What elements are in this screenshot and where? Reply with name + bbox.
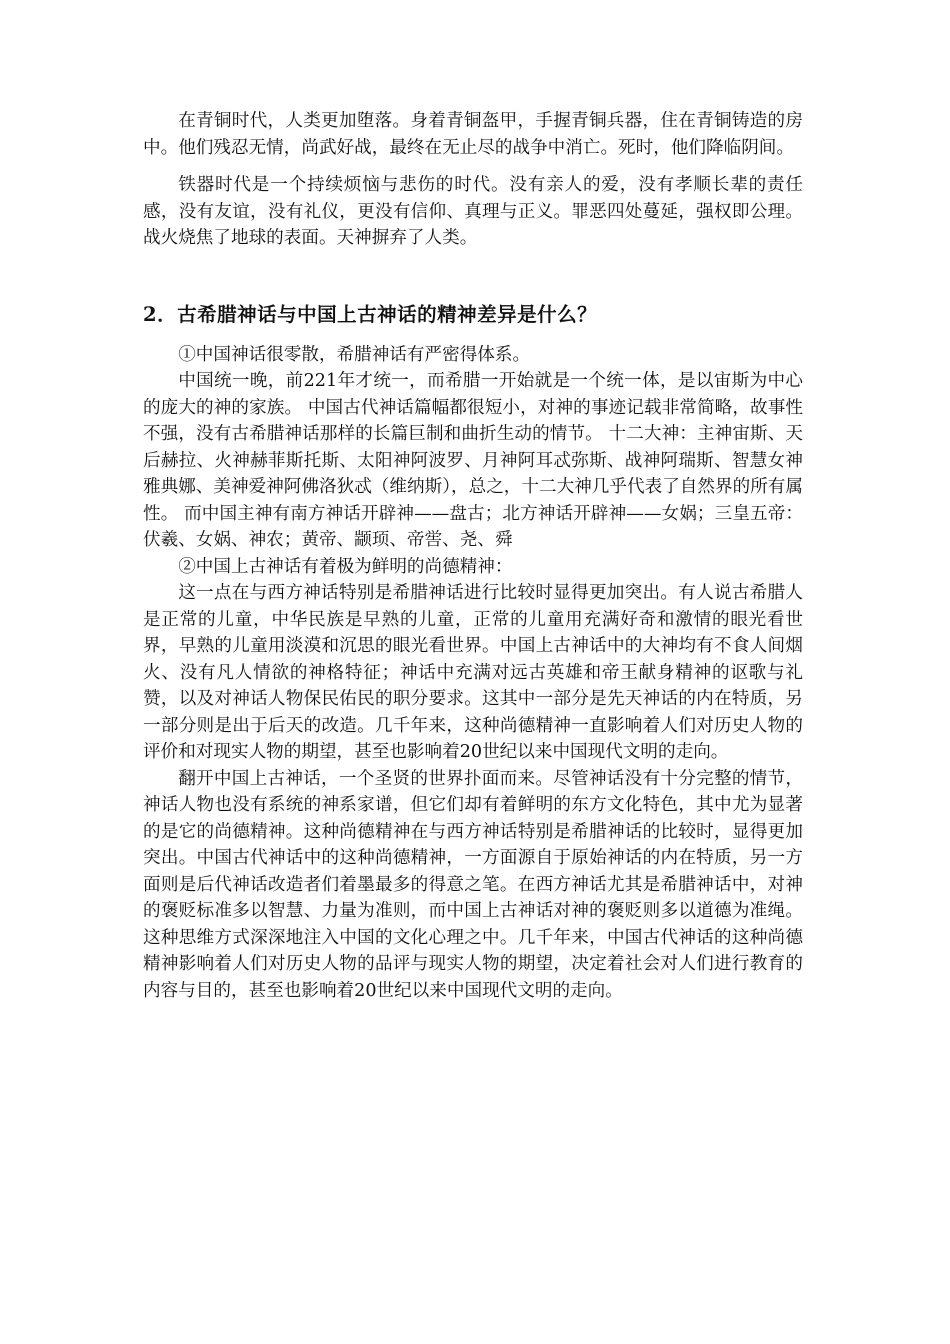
answer-point-1: ①中国神话很零散，希腊神话有严密得体系。 (178, 344, 531, 365)
answer-paragraph-system: 中国统一晚，前221年才统一，而希腊一开始就是一个统一体，是以宙斯为中心的庞大的神的家族。 中国古代神话篇幅都很短小，对神的事迹记载非常简略，故事性不强，没有古希腊神话那样的长篇巨制和曲折生动的情节。 十二大神：主神宙斯、天后赫拉、火神赫菲斯托斯、太阳神阿波罗、月神阿耳忒弥斯、战神阿瑞斯、智慧女神雅典娜、美神爱神阿佛洛狄忒（维纳斯），总之，十二大神几乎代表了自然界的所有属性。 而中国主神有南方神话开辟神——盘古；北方神话开辟神——女娲；三皇五帝：伏羲、女娲、神农；黄帝、颛顼、帝喾、尧、舜 (143, 371, 803, 550)
question-heading: 2．古希腊神话与中国上古神话的精神差异是什么？ (143, 302, 598, 326)
paragraph-bronze-age: 在青铜时代，人类更加堕落。身着青铜盔甲，手握青铜兵器，住在青铜铸造的房中。他们残忍无情，尚武好战，最终在无止尽的战争中消亡。死时，他们降临阴间。 (143, 111, 803, 158)
document-page (143, 108, 803, 1004)
answer-point-2: ②中国上古神话有着极为鲜明的尚德精神： (178, 556, 513, 577)
answer-paragraph-sage-world: 翻开中国上古神话，一个圣贤的世界扑面而来。尽管神话没有十分完整的情节，神话人物也没有系统的神系家谱，但它们却有着鲜明的东方文化特色，其中尤为显著的是它的尚德精神。这种尚德精神在与西方神话特别是希腊神话的比较时，显得更加突出。中国古代神话中的这种尚德精神，一方面源自于原始神话的内在特质，另一方面则是后代神话改造者们着墨最多的得意之笔。在西方神话尤其是希腊神话中，对神的褒贬标准多以智慧、力量为准则，而中国上古神话对神的褒贬则多以道德为准绳。这种思维方式深深地注入中国的文化心理之中。几千年来，中国古代神话的这种尚德精神影响着人们对历史人物的品评与现实人物的期望，决定着社会对人们进行教育的内容与目的，甚至也影响着20世纪以来中国现代文明的走向。 (143, 768, 803, 1001)
answer-paragraph-virtue: 这一点在与西方神话特别是希腊神话进行比较时显得更加突出。有人说古希腊人是正常的儿童，中华民族是早熟的儿童，正常的儿童用充满好奇和激情的眼光看世界，早熟的儿童用淡漠和沉思的眼光看世界。中国上古神话中的大神均有不食人间烟火、没有凡人情欲的神格特征；神话中充满对远古英雄和帝王献身精神的讴歌与礼赞，以及对神话人物保民佑民的职分要求。这其中一部分是先天神话的内在特质，另一部分则是出于后天的改造。几千年来，这种尚德精神一直影响着人们对历史人物的评价和对现实人物的期望，甚至也影响着20世纪以来中国现代文明的走向。 (143, 583, 803, 762)
paragraph-iron-age: 铁器时代是一个持续烦恼与悲伤的时代。没有亲人的爱，没有孝顺长辈的责任感，没有友谊，没有礼仪，更没有信仰、真理与正义。罪恶四处蔓延，强权即公理。战火烧焦了地球的表面。天神摒弃了人类。 (143, 175, 803, 248)
